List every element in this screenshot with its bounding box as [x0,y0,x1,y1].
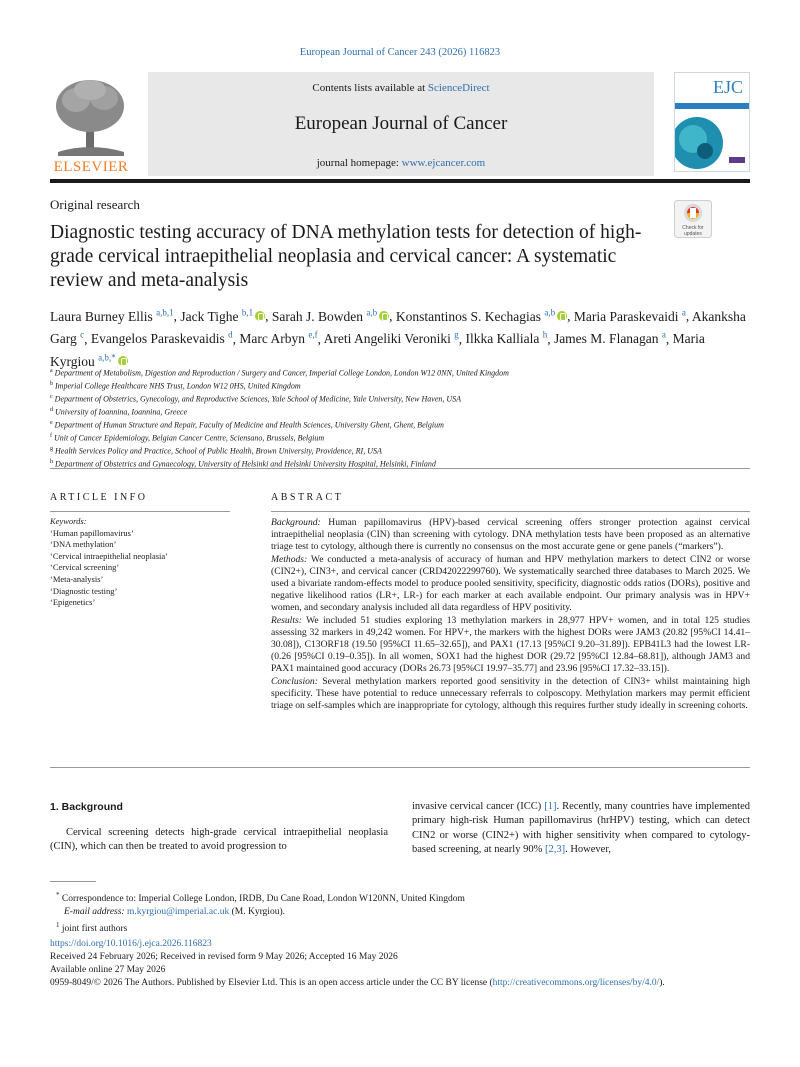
keyword-item: ‘Cervical screening’ [50,562,120,573]
author-affiliation-marks[interactable]: a,b,1 [156,307,174,317]
homepage-line [148,157,654,169]
journal-homepage-link[interactable]: www.ejcancer.com [401,157,486,169]
elsevier-logo[interactable] [50,72,132,176]
conclusion-label: Conclusion: [271,675,318,687]
journal-name: European Journal of Cancer [294,113,508,134]
author-affiliation-marks[interactable]: a [661,329,666,340]
abstract-conclusion [271,676,750,713]
license-line [50,977,760,990]
background-text: Human papillomavirus (HPV)-based cervical screening offers stronger protection against cervical intraepithelial neoplasia (CIN) than screening with cytology. DNA methylation tests have been proposed as an alternative triage test to cytology, although there is currently no consensus on the most accurate gene or gene panels (“markers”). [271,517,750,553]
keyword-item: ‘Diagnostic testing’ [50,585,118,596]
abstract-bottom-rule [50,767,750,768]
abstract-background [271,517,750,554]
abstract-rule [271,511,750,512]
article-title: Diagnostic testing accuracy of DNA methylation tests for detection of high-grade cervical intraepithelial neoplasia and cervical cancer: A systematic review and meta-analysis [50,222,642,291]
body-right-column [412,800,750,857]
affiliation-mark: a [50,368,53,374]
correspondence-text: Correspondence to: Imperial College London, IRDB, Du Cane Road, London W120NN, United Kingdom [61,894,465,905]
reference-link-1[interactable]: [1] [544,801,557,812]
author-name[interactable]: Marc Arbyn [239,331,305,346]
affiliation-item [50,405,750,418]
email-note [56,906,746,919]
affiliations-rule [50,468,750,469]
affiliation-mark: d [50,406,53,413]
license-suffix: ). [659,978,665,988]
affiliation-text: Imperial College Healthcare NHS Trust, London W12 0HS, United Kingdom [55,381,301,391]
keyword-item: ‘Epigenetics’ [50,597,96,608]
joint-authors-note [56,919,746,936]
keywords-label: Keywords: [50,516,87,526]
orcid-icon[interactable] [118,356,128,366]
author-affiliation-marks[interactable]: b,1 [241,307,254,317]
keywords-block [50,516,240,609]
affiliation-mark: b [50,380,53,387]
article-info-rule [50,511,230,512]
author-affiliation-marks[interactable]: d [228,329,233,340]
author[interactable] [91,331,233,346]
correspondence-note [56,889,746,906]
contents-line [148,82,654,94]
correspondence-mark: * [56,891,60,899]
affiliation-item [50,444,750,457]
keyword-list [50,528,240,609]
license-prefix: 0959-8049/© 2026 The Authors. Published by Elsevier Ltd. This is an open access article under the CC BY license ( [50,978,493,988]
affiliation-item [50,379,750,392]
author-affiliation-marks[interactable]: a,b,* [98,352,116,362]
email-link[interactable]: m.kyrgiou@imperial.ac.uk [126,907,230,918]
abstract-heading: ABSTRACT [271,492,344,503]
affiliation-text: Department of Human Structure and Repair, Faculty of Medicine and Health Sciences, University Ghent, Ghent, Belgium [54,420,444,430]
affiliation-item [50,392,750,405]
keyword-item: ‘DNA methylation’ [50,539,117,550]
author-affiliation-marks[interactable]: a,b [366,307,378,317]
orcid-icon[interactable] [379,311,389,321]
journal-cover-thumbnail[interactable] [674,72,750,172]
author-affiliation-marks[interactable]: h [542,329,548,340]
abstract-body [271,517,750,712]
joint-authors-mark: 1 [56,921,60,930]
body-left-column: Cervical screening detects high-grade cervical intraepithelial neoplasia (CIN), which can then be treated to avoid progression to [50,827,388,853]
author-name[interactable]: Maria Paraskevaidi [573,308,679,324]
footnotes [56,889,746,936]
doi-link[interactable]: https://doi.org/10.1016/j.ejca.2026.116823 [50,939,212,949]
author-name[interactable]: Konstantinos S. Kechagias [395,308,541,324]
author-affiliation-marks[interactable]: a,b [544,307,556,317]
author-list: Laura Burney Ellis $^{a,b,1}$, Jack Tighe $^{b,1}$ , Sarah J. Bowden $^{a,b}$ , Konstantinos S. Kechagias $^{a,b}$ , Maria Paraskevaidi $^a$, Akanksha Garg $^c$, Evangelos Paraskevaidis $^d$, Marc Arbyn $^{e,f}$, Areti Angeliki Veroniki $^g$, Ilkka Kalliala $^h$, James M. Flanagan $^a$, Maria Kyrgiou $^{a,b,*}$ [50,307,746,369]
homepage-prefix: journal homepage: [316,157,402,169]
affiliation-text: University of Ioannina, Ioannina, Greece [55,407,188,417]
affiliation-mark: f [50,432,52,439]
affiliation-item [50,431,750,444]
affiliation-item [50,418,750,431]
affiliation-text: Health Services Policy and Practice, School of Public Health, Brown University, Providence, RI, USA [55,446,382,456]
email-label: E-mail address: [64,907,125,918]
affiliation-item [50,366,750,379]
journal-banner [148,72,654,176]
license-link[interactable]: http://creativecommons.org/licenses/by/4.0/ [492,978,660,988]
author[interactable] [272,309,389,324]
background-label: Background: [271,517,321,528]
masthead-rule [50,179,750,183]
author-name[interactable]: Maria Kyrgiou [50,331,705,369]
reference-link-2-3[interactable]: [2,3] [544,843,566,855]
results-label: Results: [271,614,302,626]
affiliation-mark: h [50,458,53,465]
body-right-text-3: . However, [565,843,612,855]
affiliation-mark: c [50,393,53,400]
masthead [50,72,750,176]
author[interactable] [50,309,174,324]
author-name[interactable]: Jack Tighe [180,308,239,324]
conclusion-text: Several methylation markers reported good sensitivity in the detection of CIN3+ whilst maintaining high specificity. These have potential to reduce unnecessary referrals to colposcopy. Methylation markers may permit efficient triage on self-samples which are inappropriate for cytology, although this requires further study ideally in screening cohorts. [271,675,750,712]
journal-citation-link[interactable]: European Journal of Cancer 243 (2026) 116823 [299,47,501,58]
author-name[interactable]: Areti Angeliki Veroniki [323,331,451,346]
svg-text:Check for: Check for [682,225,704,231]
article-info-heading: ARTICLE INFO [50,492,148,503]
joint-authors-text: joint first authors [61,924,128,935]
footnote-rule [50,881,96,882]
orcid-icon[interactable] [255,311,265,321]
body-right-text-2: . Recently, many countries have implemented primary high-risk Human papillomavirus (hrHPV) testing, which can detect CIN2 or worse (CIN2+) with higher sensitivity when compared to cytology-based screening, at nearly 90% [412,801,750,855]
author[interactable] [465,331,547,346]
email-suffix: (M. Kyrgiou). [229,907,285,918]
affiliation-mark: e [50,419,53,426]
cover-title: EJC [712,77,743,97]
check-for-updates-icon[interactable] [674,200,712,238]
author-name[interactable]: Laura Burney Ellis [50,308,153,324]
author[interactable] [239,331,317,346]
orcid-icon[interactable] [557,311,567,321]
article-type: Original research [50,197,140,212]
sciencedirect-link[interactable]: ScienceDirect [427,82,490,94]
author-affiliation-marks[interactable]: e,f [308,329,318,340]
author-affiliation-marks[interactable]: a [681,307,686,317]
body-right-text-1: invasive cervical cancer (ICC) [412,801,545,812]
affiliation-list [50,366,750,470]
results-text: We included 51 studies exploring 13 methylation markers in 28,977 HPV+ women, and in total 125 studies assessing 32 markers in 49,242 women. For HPV+, the markers with the highest DORs were JAM3 (20.82 [95%CI 14.41–30.08]), C13ORF18 (19.50 [95%CI 11.65–32.65]), and PAX1 (17.13 [95%CI 9.20–31.89]). EPB41L3 had the lowest LR- (0.26 [95%CI 0.19–0.35]). In all women, SOX1 had the highest DOR (29.72 [95%CI 12.84–68.81]), although JAM3 and PAX1 maintained good accuracy (DORs 26.73 [95%CI 19.97–35.77] and 23.96 [95%CI 17.32–33.15]). [271,614,750,675]
author[interactable] [396,309,567,324]
keyword-item: ‘Meta-analysis’ [50,573,104,584]
publication-history: Received 24 February 2026; Received in revised form 9 May 2026; Accepted 16 May 2026 [50,952,398,962]
affiliation-text: Unit of Cancer Epidemiology, Belgian Cancer Centre, Sciensano, Brussels, Belgium [54,433,325,443]
publication-info [50,938,760,990]
author[interactable] [574,309,686,324]
author-affiliation-marks[interactable]: c [80,329,85,340]
keyword-item: ‘Cervical intraepithelial neoplasia’ [50,550,169,561]
author-name[interactable]: Evangelos Paraskevaidis [90,331,225,346]
abstract-methods [271,554,750,615]
author[interactable] [554,331,666,346]
affiliation-text: Department of Obstetrics and Gynaecology, University of Helsinki and Helsinki University Hospital, Helsinki, Finland [55,459,436,469]
methods-label: Methods: [271,553,308,565]
author[interactable] [180,309,265,324]
keyword-item: ‘Human papillomavirus’ [50,527,134,538]
author-name[interactable]: Ilkka Kalliala [465,331,540,346]
abstract-results [271,615,750,676]
section-heading-background: 1. Background [50,801,123,813]
affiliation-mark: g [50,445,53,452]
available-online: Available online 27 May 2026 [50,965,166,975]
author-name[interactable]: James M. Flanagan [553,331,659,346]
author-name[interactable]: Akanksha Garg [50,308,746,346]
svg-text:ELSEVIER: ELSEVIER [53,159,129,175]
contents-prefix: Contents lists available at [312,82,428,94]
author-name[interactable]: Sarah J. Bowden [271,308,363,324]
author-affiliation-marks[interactable]: g [454,329,459,340]
affiliation-text: Department of Metabolism, Digestion and Reproduction / Surgery and Cancer, Imperial College London, London W12 0NN, United Kingdom [54,368,509,378]
methods-text: We conducted a meta-analysis of accuracy of human and HPV methylation markers to detect CIN2 or worse (CIN2+), CIN3+, and cervical cancer (CRD42022299760). We systematically searched three databases to March 2025. We used a bivariate random-effects model to produce pooled sensitivity, specificity, diagnostic odds ratios (DORs), positive and negative likelihood ratios (LR+, LR-) for each marker at each available endpoint. Our primary analysis was in HPV+ women, and secondary analysis included all data regardless of HPV positivity. [271,553,750,614]
affiliation-text: Department of Obstetrics, Gynecology, and Reproductive Sciences, Yale School of Medicine, Yale University, New Haven, USA [54,394,462,404]
author[interactable] [324,331,459,346]
svg-text:updates: updates [684,231,702,237]
